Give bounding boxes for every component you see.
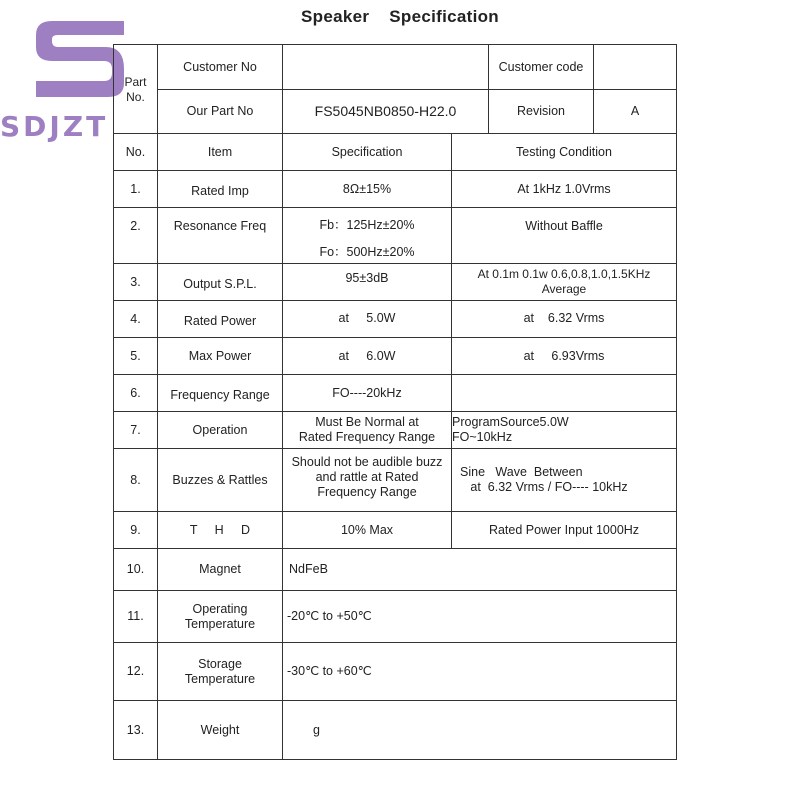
- row-1-item: Rated Imp: [191, 183, 249, 198]
- our-part-no-value: FS5045NB0850-H22.0: [314, 103, 457, 119]
- row-6-no: 6.: [130, 385, 141, 400]
- column-header-item: Item: [207, 144, 233, 159]
- revision-label: Revision: [517, 104, 565, 118]
- our-part-no-label: Our Part No: [186, 104, 254, 118]
- row-5-no: 5.: [130, 348, 141, 363]
- row-6-spec: FO----20kHz: [332, 385, 402, 400]
- revision-value: A: [630, 104, 640, 118]
- row-8-item: Buzzes & Rattles: [172, 472, 268, 487]
- column-header-specification: Specification: [331, 144, 403, 159]
- row-12-spec: -30℃ to +60℃: [287, 664, 372, 678]
- column-header-testing-condition: Testing Condition: [516, 144, 612, 159]
- row-8-spec: Should not be audible buzz and rattle at Rated Frequency Range: [291, 455, 443, 499]
- row-5-test: at 6.93Vrms: [523, 348, 605, 363]
- row-2-test: Without Baffle: [525, 218, 603, 233]
- row-3-no: 3.: [130, 274, 141, 289]
- row-8-no: 8.: [130, 472, 141, 487]
- row-5-spec: at 6.0W: [338, 348, 396, 363]
- title-word-specification: Specification: [389, 7, 499, 26]
- row-2-item: Resonance Freq: [173, 218, 267, 233]
- row-7-spec: Must Be Normal at Rated Frequency Range: [298, 415, 436, 444]
- row-2-spec-fb: Fb：125Hz±20%: [319, 217, 415, 232]
- row-8-test: Sine Wave Between at 6.32 Vrms / FO---- 10kHz: [460, 465, 628, 494]
- row-2-no: 2.: [130, 218, 141, 233]
- row-4-spec: at 5.0W: [338, 310, 396, 325]
- column-header-no: No.: [125, 144, 146, 159]
- row-12-item: Storage Temperature: [184, 656, 256, 686]
- row-4-test: at 6.32 Vrms: [523, 310, 605, 325]
- customer-no-value: [283, 45, 488, 89]
- row-12-no: 12.: [126, 664, 145, 678]
- row-1-spec: 8Ω±15%: [342, 181, 392, 196]
- row-3-spec: 95±3dB: [345, 270, 389, 285]
- row-7-test: ProgramSource5.0W FO~10kHz: [452, 415, 569, 444]
- row-1-no: 1.: [130, 181, 141, 196]
- row-9-test: Rated Power Input 1000Hz: [488, 522, 640, 537]
- customer-no-label: Customer No: [183, 59, 257, 74]
- customer-code-label: Customer code: [498, 59, 584, 74]
- part-no-label: Part No.: [124, 75, 147, 104]
- row-10-item: Magnet: [199, 562, 241, 576]
- title-word-speaker: Speaker: [301, 7, 370, 26]
- row-6-test: [452, 375, 676, 411]
- row-4-item: Rated Power: [183, 313, 257, 328]
- row-2-spec-fo: Fo：500Hz±20%: [319, 244, 415, 259]
- row-1-test: At 1kHz 1.0Vrms: [517, 181, 611, 196]
- row-13-no: 13.: [126, 722, 145, 737]
- row-11-spec: -20℃ to +50℃: [287, 609, 372, 623]
- row-11-item: Operating Temperature: [184, 601, 256, 631]
- row-11-no: 11.: [127, 609, 144, 623]
- row-9-spec: 10% Max: [340, 522, 394, 537]
- row-7-no: 7.: [130, 422, 141, 437]
- row-3-item: Output S.P.L.: [183, 276, 257, 291]
- row-13-spec: g: [313, 722, 320, 737]
- row-10-spec: NdFeB: [289, 562, 328, 576]
- brand-logo-text: SDJZT: [0, 110, 109, 143]
- row-13-item: Weight: [200, 722, 240, 737]
- row-9-item: T H D: [189, 522, 251, 537]
- row-5-item: Max Power: [188, 348, 252, 363]
- row-7-item: Operation: [192, 422, 248, 437]
- customer-code-value: [594, 45, 676, 89]
- row-10-no: 10.: [126, 562, 145, 576]
- row-9-no: 9.: [130, 522, 141, 537]
- row-3-test: At 0.1m 0.1w 0.6,0.8,1.0,1.5KHz Average: [477, 267, 651, 296]
- row-6-item: Frequency Range: [170, 387, 270, 402]
- row-4-no: 4.: [130, 311, 141, 326]
